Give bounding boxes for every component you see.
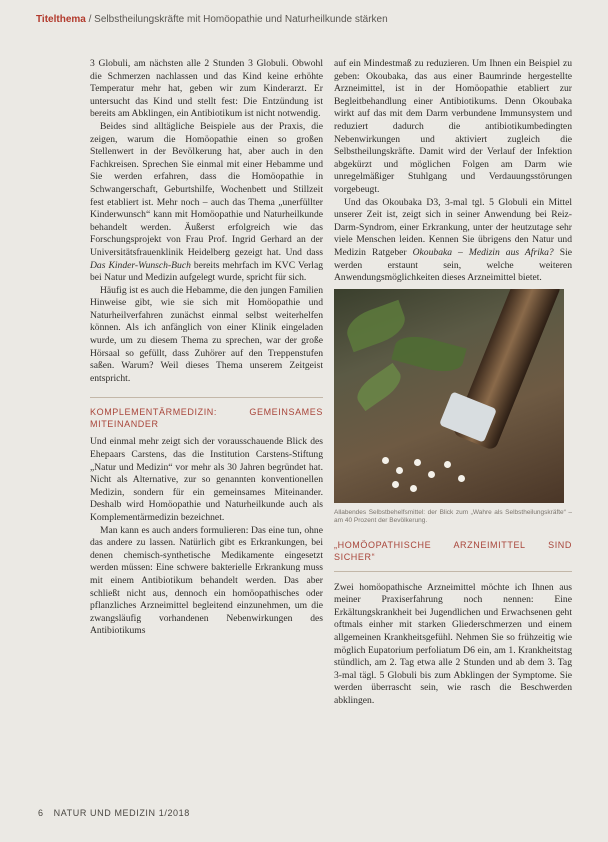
left-column	[90, 58, 323, 638]
paragraph-text: Sie werden erstaunt sein, welche weiteren Anwendungsmöglichkeiten dieses Arzneimittel bietet.	[334, 246, 572, 284]
section-label: Titelthema	[36, 14, 86, 25]
paragraph: Häufig ist es auch die Hebamme, die den jungen Familien Hinweise gibt, wie sie sich mit Homöopathie und Naturheilverfahren zunächst einmal selbst weiterhelfen können. Als ich anfänglich von einer Klinik eingeladen wurde, um zu diesem Thema zu sprechen, war der große Hörsaal so gefüllt, dass Zuhörer auf den Treppenstufen saßen. Warum? Weil dieses Thema unserem Zeitgeist entspricht.	[90, 284, 323, 384]
paragraph-text: Beides sind alltägliche Beispiele aus der Praxis, die zeigen, warum die Homöopathie einen so großen Stellenwert in der Bevölkerung hat, aber auch in den Fachkreisen. Sprechen Sie einmal mit einer Hebamme und Sie werden erfahren, dass die Homöopathie in Schwangerschaft, Geburtshilfe, Wochenbett und Stillzeit fest etabliert ist. Mehr noch – auch das Thema „unerfüllter Kinderwunsch“ kann mit Homöopathie und Naturheilkunde behandelt werden. Äußerst erfolgreich wie das Forschungsprojekt von Frau Prof. Ingrid Gerhard an der Universitätsfrauenklinik Heidelberg gezeigt hat. Und dass	[90, 120, 323, 258]
paragraph: Zwei homöopathische Arzneimittel möchte ich Ihnen aus meiner Praxiserfahrung noch nennen: Eine Erkältungskrankheit bei Jugendlichen und Erwachsenen geht oftmals einher mit starken Gliederschmerzen und einem allgemeinen Krankheitsgefühl. Nehmen Sie so frühzeitig wie möglich Eupatorium perfoliatum D6 ein, am 1. Krankheitstag stündlich, am 2. Tag etwa alle 2 Stunden und ab dem 3. Tag 3-mal tägl. 5 Globuli bis zum Abklingen der Symptome. Sie werden überrascht sein, wie rasch die Beschwerden abklingen.	[334, 581, 572, 707]
section-subheading: „HOMÖOPATHISCHE ARZNEIMITTEL SIND SICHER“	[334, 539, 572, 572]
running-header	[36, 14, 588, 25]
book-title: Das Kinder-Wunsch-Buch	[90, 259, 191, 271]
paragraph-text: Und das Okoubaka D3, 3-mal tgl. 5 Globuli ein Mittel unserer Zeit ist, zeigt sich in seiner Anwendung bei Reiz-Darm-Syndrom, einer Erkrankung, unter der heutzutage sehr viele Menschen leiden. Kennen Sie übrigens den Natur und Medizin Ratgeber	[334, 196, 572, 258]
paragraph	[90, 121, 323, 285]
photo-caption: Allabendes Selbstbehelfsmittel: der Blick zum „Wahre als Selbstheilungskräfte“ – am 40 Prozent der Bevölkerung.	[334, 508, 572, 524]
paragraph: auf ein Mindestmaß zu reduzieren. Um Ihnen ein Beispiel zu geben: Okoubaka, das aus einer Baumrinde hergestellte Arzneimittel, ist in der Homöopathie etabliert zur Begleitbehandlung einer Antibiotikums. Denn Okoubaka wirkt auf das mit dem Darm verbundene Immunsystem und reduziert dadurch die antibiotikumbedingten Nebenwirkungen und aktiviert zugleich die Selbstheilungskräfte. Damit wird der Verlauf der Infektion abgekürzt und möglichen Folgen am Darm wie unregelmäßiger Stuhlgang und Verdauungsstörungen vorgebeugt.	[334, 58, 572, 195]
paragraph: Man kann es auch anders formulieren: Das eine tun, ohne das andere zu lassen. Natürlich gibt es Erkrankungen, bei denen chemisch-synthetische Medikamente eingesetzt werden müssen: Eine schwere bakterielle Erkrankung muss mit einem Antibiotikum behandelt werden. Das aber schließt nicht aus, dennoch ein homöopathisches oder pflanzliches Arzneimittel begleitend einzunehmen, um die zwangsläufig vorhandenen Nebenwirkungen des Antibiotikums	[90, 524, 323, 637]
section-subheading: KOMPLEMENTÄRMEDIZIN: GEMEINSAMES MITEINANDER	[90, 397, 323, 430]
paragraph: Und einmal mehr zeigt sich der vorausschauende Blick des Ehepaars Carstens, das die Institution Carstens-Stiftung „Natur und Medizin“ vor mehr als 30 Jahren begründet hat. Nicht als Alternative, zur so genannten konventionellen Medizin, sondern für ein gemeinsames Miteinander. Deshalb wird Homöopathie und Naturheilkunde auch als Komplementärmedizin bezeichnet.	[90, 436, 323, 523]
page-number: 6	[38, 808, 44, 818]
book-title: Okoubaka – Medizin aus Afrika?	[412, 246, 554, 258]
globuli-photo	[334, 289, 564, 503]
publication-name: NATUR UND MEDIZIN 1/2018	[53, 808, 190, 818]
paragraph	[334, 197, 572, 285]
paragraph-text: bereits mehrfach im KVC Verlag bei Natur und Medizin aufgelegt wurde, spricht für sich.	[90, 259, 323, 284]
right-column	[334, 58, 572, 708]
page-footer	[38, 808, 190, 818]
header-title: / Selbstheilungskräfte mit Homöopathie und Naturheilkunde stärken	[85, 14, 388, 25]
paragraph: 3 Globuli, am nächsten alle 2 Stunden 3 Globuli. Obwohl die Schmerzen nachlassen und das Kind keine erhöhte Temperatur mehr hat, geben wir zum Kinderarzt. Er untersucht das Kind und stellt fest: Die Entzündung ist bereits am Abklingen, ein Antibiotikum ist nicht notwendig.	[90, 58, 323, 120]
